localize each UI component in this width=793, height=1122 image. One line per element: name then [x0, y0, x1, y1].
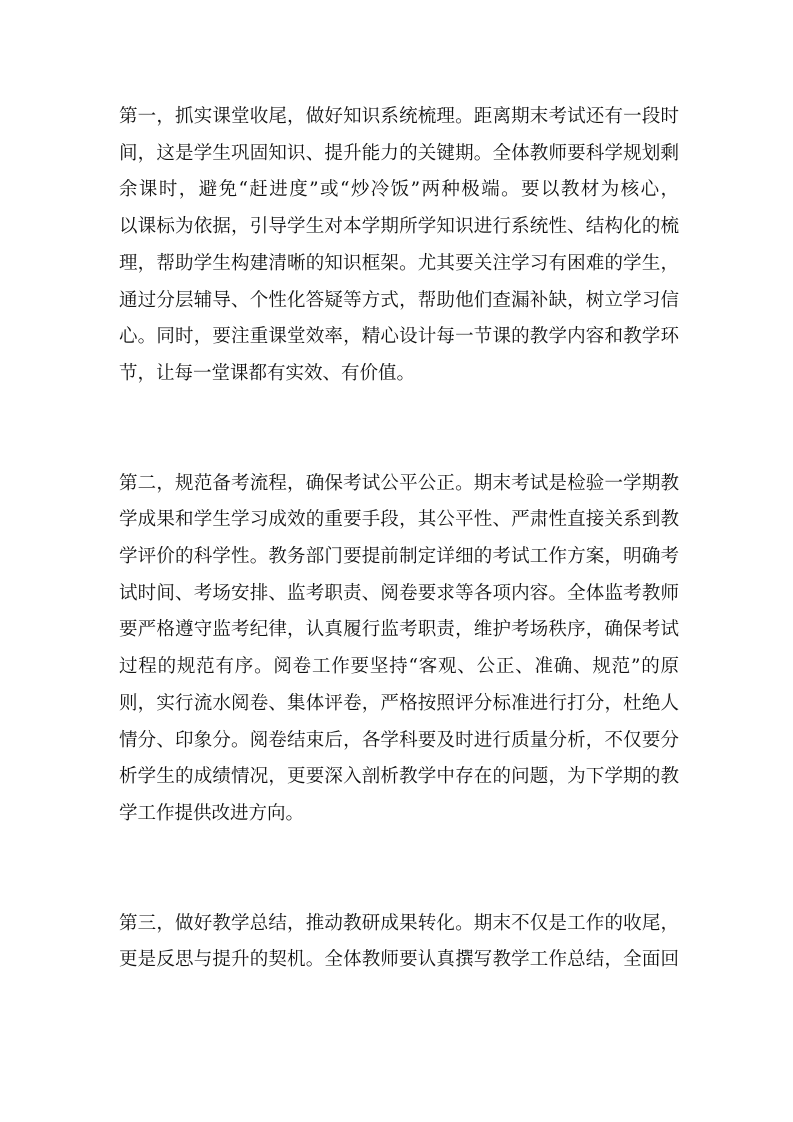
paragraph-3 — [119, 906, 679, 979]
paragraph-2 — [119, 466, 679, 833]
text-line: 则，实行流水阅卷、集体评卷，严格按照评分标准进行打分，杜绝人 — [119, 692, 679, 714]
text-line: 节，让每一堂课都有实效、有价值。 — [119, 362, 416, 384]
text-line: 学工作提供改进方向。 — [119, 802, 305, 824]
paragraph-1 — [119, 99, 679, 393]
text-line: 情分、印象分。阅卷结束后，各学科要及时进行质量分析，不仅要分 — [119, 729, 679, 751]
text-line: 更是反思与提升的契机。全体教师要认真撰写教学工作总结，全面回 — [119, 949, 679, 971]
text-line: 第三，做好教学总结，推动教研成果转化。期末不仅是工作的收尾， — [119, 912, 679, 934]
text-line: 心。同时，要注重课堂效率，精心设计每一节课的教学内容和教学环 — [119, 326, 679, 348]
text-line: 以课标为依据，引导学生对本学期所学知识进行系统性、结构化的梳 — [119, 216, 679, 238]
paragraph-spacer — [119, 393, 679, 466]
text-line: 析学生的成绩情况，更要深入剖析教学中存在的问题，为下学期的教 — [119, 766, 679, 788]
text-line: 要严格遵守监考纪律，认真履行监考职责，维护考场秩序，确保考试 — [119, 619, 679, 641]
text-line: 理，帮助学生构建清晰的知识框架。尤其要关注学习有困难的学生， — [119, 252, 679, 274]
text-line: 余课时，避免“赶进度”或“炒冷饭”两种极端。要以教材为核心， — [119, 179, 679, 201]
text-line: 学成果和学生学习成效的重要手段，其公平性、严肃性直接关系到教 — [119, 509, 679, 531]
text-line: 学评价的科学性。教务部门要提前制定详细的考试工作方案，明确考 — [119, 546, 679, 568]
text-line: 第一，抓实课堂收尾，做好知识系统梳理。距离期末考试还有一段时 — [119, 106, 679, 127]
paragraph-spacer — [119, 833, 679, 906]
document-body — [119, 99, 679, 979]
text-line: 间，这是学生巩固知识、提升能力的关键期。全体教师要科学规划剩 — [119, 142, 679, 164]
text-line: 过程的规范有序。阅卷工作要坚持“客观、公正、准确、规范”的原 — [119, 656, 679, 678]
text-line: 试时间、考场安排、监考职责、阅卷要求等各项内容。全体监考教师 — [119, 582, 679, 604]
text-line: 第二，规范备考流程，确保考试公平公正。期末考试是检验一学期教 — [119, 472, 679, 494]
text-line: 通过分层辅导、个性化答疑等方式，帮助他们查漏补缺，树立学习信 — [119, 289, 679, 311]
